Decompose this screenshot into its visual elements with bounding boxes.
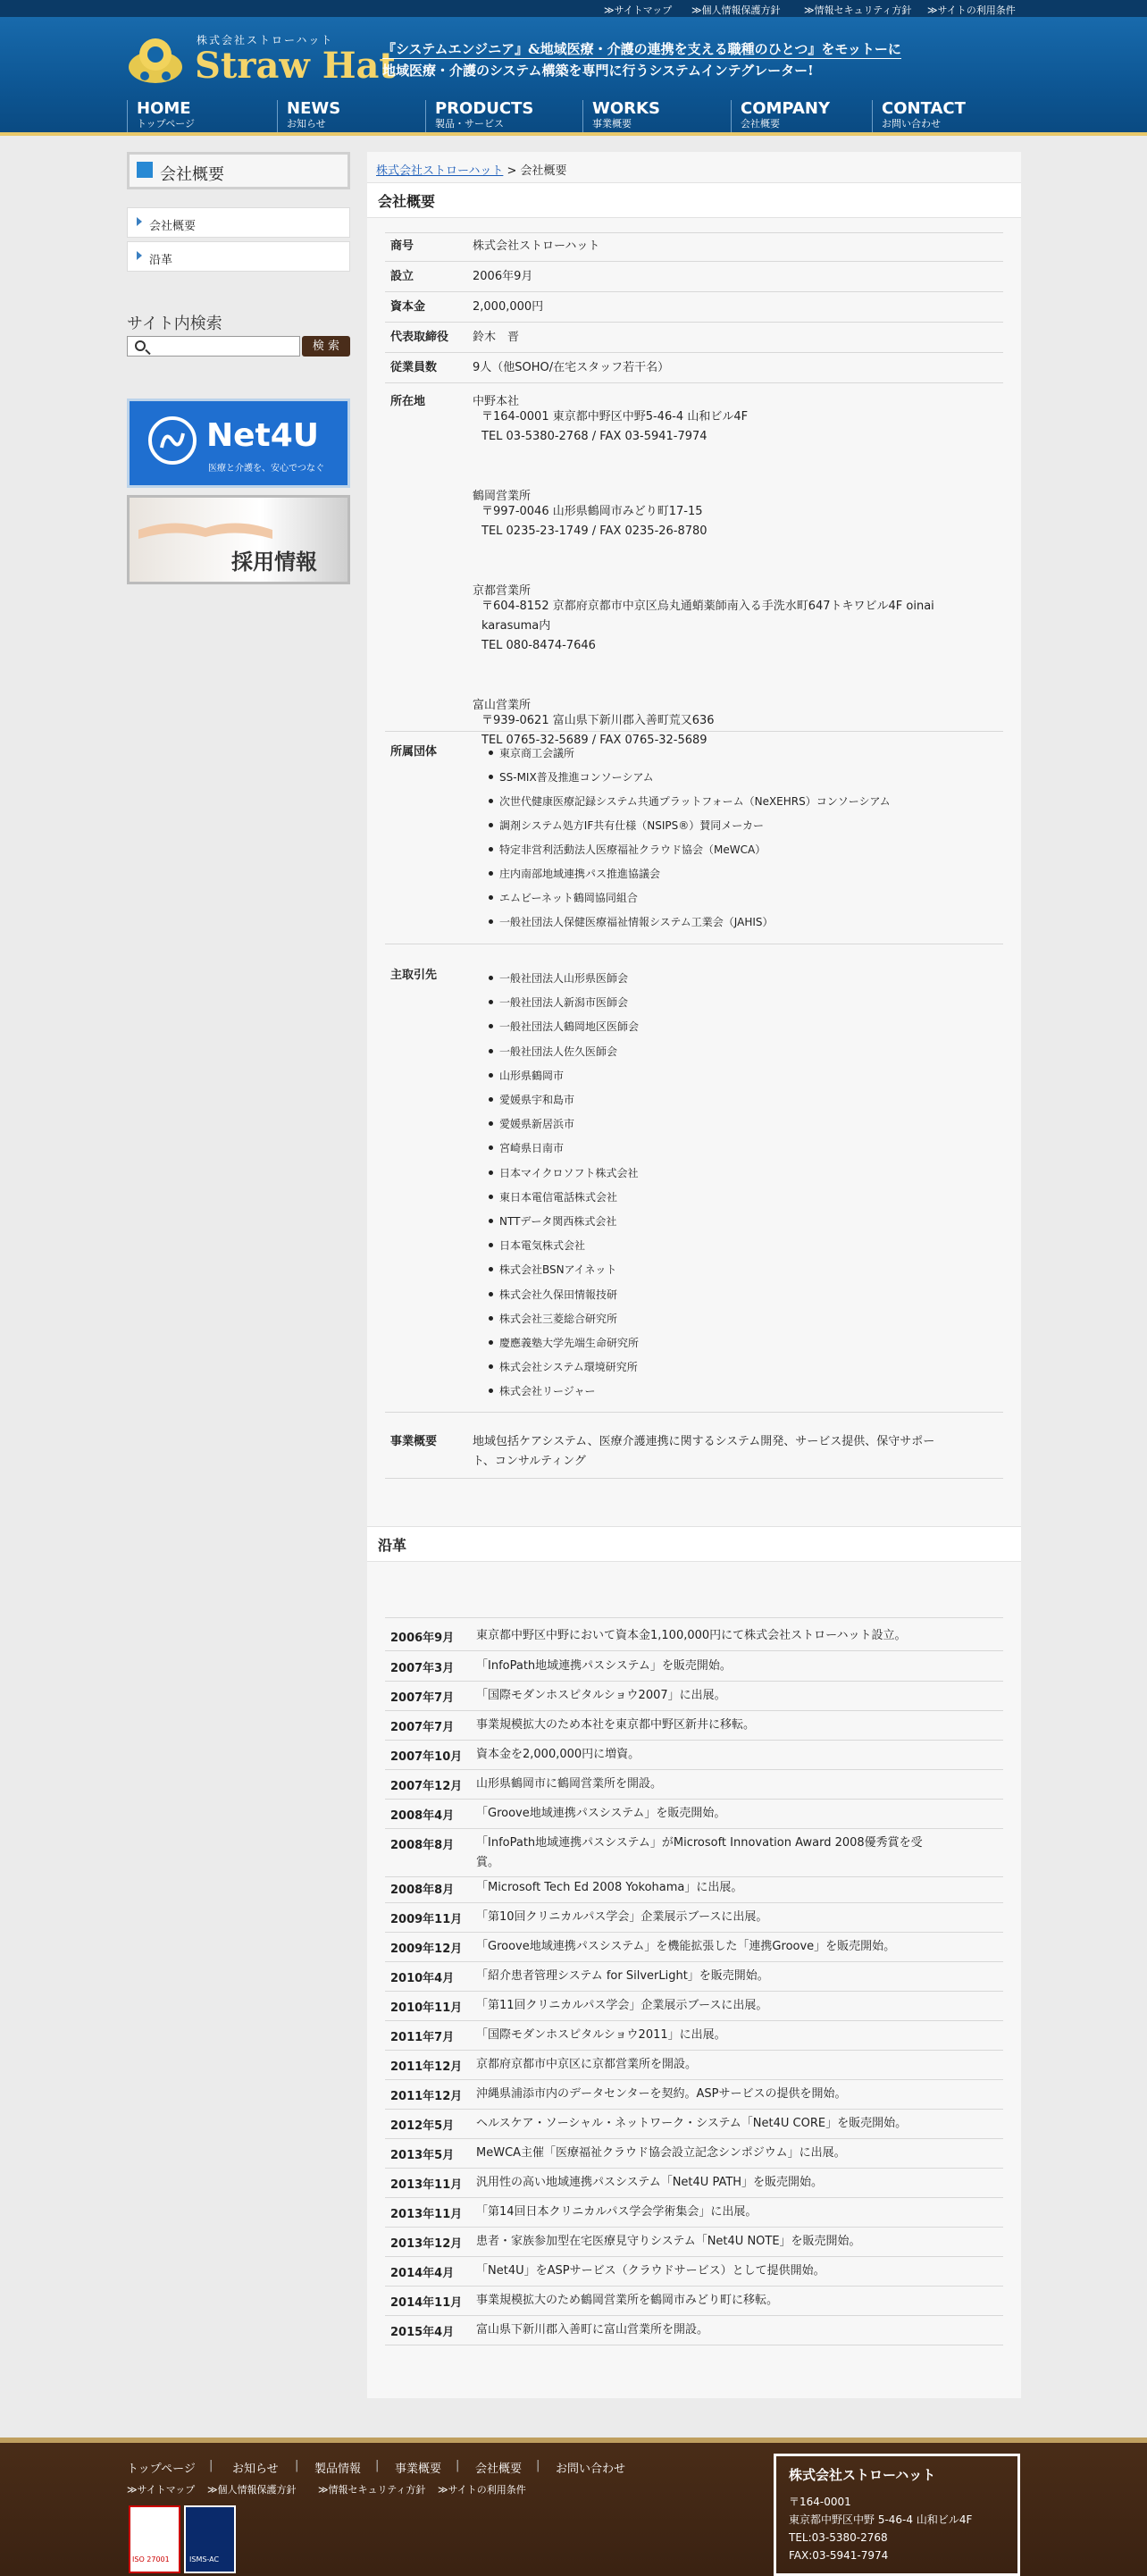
row-divider [385, 1478, 1003, 1479]
row-value: 株式会社ストローハット [473, 239, 600, 253]
history-text: 「第14回日本クリニカルパス学会学術集会」に出展。 [476, 2205, 758, 2219]
history-text: 「国際モダンホスピタルショウ2011」に出展。 [476, 2028, 726, 2042]
client-item: 山形県鶴岡市 [499, 1069, 565, 1082]
row-divider [385, 2315, 1003, 2316]
isms-cert-badge [184, 2505, 236, 2573]
footer-sitemap-link[interactable]: ≫サイトマップ [127, 2484, 196, 2496]
isms-cert-label: ISMS-AC [189, 2555, 220, 2563]
row-divider [385, 2109, 1003, 2110]
office-line: 〒939-0621 富山県下新川郡入善町荒又636 [481, 714, 715, 727]
row-divider [385, 291, 1003, 292]
history-text: 「InfoPath地域連携パスシステム」を販売開始。 [476, 1659, 732, 1673]
affiliation-item: 東京商工会議所 [499, 747, 575, 759]
history-text: 山形県鶴岡市に鶴岡営業所を開設。 [476, 1777, 663, 1791]
client-item: 日本電気株式会社 [499, 1239, 586, 1253]
search-button[interactable]: 検 索 [302, 336, 350, 357]
iso-cert-badge [129, 2505, 180, 2573]
row-divider [385, 1828, 1003, 1829]
client-item: 慶應義塾大学先端生命研究所 [499, 1337, 640, 1349]
sidebar-item-label: 会社概要 [149, 220, 197, 233]
footer-sep: | [209, 2459, 213, 2472]
row-divider [385, 2020, 1003, 2021]
footer-sep: | [536, 2459, 540, 2472]
row-label: 事業概要 [390, 1435, 438, 1448]
nav-news-en: NEWS [287, 99, 341, 118]
affiliation-item: 次世代健康医療記録システム共通プラットフォーム（NeXEHRS）コンソーシアム [499, 795, 891, 808]
history-text: 「第11回クリニカルパス学会」企業展示ブースに出展。 [476, 1999, 768, 2012]
business-line: ト、コンサルティング [473, 1455, 586, 1468]
nav-home-en: HOME [137, 99, 191, 118]
business-line: 地域包括ケアシステム、医療介護連携に関するシステム開発、サービス提供、保守サポー [473, 1435, 935, 1448]
client-item: 日本マイクロソフト株式会社 [499, 1166, 639, 1179]
row-value: 2,000,000円 [473, 300, 544, 314]
site-footer [0, 2438, 1147, 2576]
net4u-banner[interactable] [127, 399, 350, 488]
nav-company-en: COMPANY [741, 99, 830, 118]
row-divider [385, 2050, 1003, 2051]
row-divider [385, 1681, 1003, 1682]
row-value: 2006年9月 [473, 270, 533, 283]
history-date: 2011年7月 [390, 2031, 455, 2044]
history-text: 「紹介患者管理システム for SilverLight」を販売開始。 [476, 1969, 769, 1983]
history-date: 2007年12月 [390, 1780, 463, 1793]
row-divider [385, 2227, 1003, 2228]
history-text: MeWCA主催「医療福祉クラウド協会設立記念シンポジウム」に出展。 [476, 2146, 846, 2160]
site-header [0, 0, 1147, 136]
footer-zip: 〒164-0001 [789, 2496, 851, 2508]
nav-contact-en: CONTACT [882, 99, 966, 118]
history-date: 2012年5月 [390, 2119, 455, 2133]
row-divider [385, 1617, 1003, 1618]
history-section-title: 沿革 [367, 1526, 1021, 1562]
history-text: 「InfoPath地域連携パスシステム」がMicrosoft Innovation Award 2008優秀賞を受 [476, 1836, 923, 1850]
footer-privacy-link[interactable]: ≫個人情報保護方針 [207, 2484, 297, 2496]
history-text: ヘルスケア・ソーシャル・ネットワーク・システム「Net4U CORE」を販売開始。 [476, 2117, 908, 2130]
row-divider [385, 2286, 1003, 2287]
row-divider [385, 2168, 1003, 2169]
office-line: TEL 0235-23-1749 / FAX 0235-26-8780 [481, 524, 707, 538]
client-item: 愛媛県新居浜市 [499, 1118, 575, 1131]
nav-works-en: WORKS [592, 99, 660, 118]
history-date: 2014年4月 [390, 2267, 455, 2280]
row-divider [385, 2197, 1003, 2198]
row-divider [385, 1799, 1003, 1800]
history-date: 2013年11月 [390, 2178, 463, 2192]
logo-company-name: 株式会社ストローハット [197, 34, 334, 46]
footer-sep: | [295, 2459, 299, 2472]
client-item: 一般社団法人佐久医師会 [499, 1045, 618, 1058]
row-divider [385, 1650, 1003, 1651]
client-item: 一般社団法人鶴岡地区医師会 [499, 1020, 640, 1034]
row-divider [385, 1961, 1003, 1962]
history-date: 2009年12月 [390, 1942, 463, 1956]
footer-fax: FAX:03-5941-7974 [789, 2549, 889, 2562]
client-item: 一般社団法人新潟市医師会 [499, 996, 629, 1010]
row-divider [385, 1876, 1003, 1877]
office-line: TEL 080-8474-7646 [481, 639, 596, 652]
office-line: karasuma内 [481, 619, 551, 633]
history-text: 資本金を2,000,000円に増資。 [476, 1748, 640, 1761]
util-terms-link[interactable]: ≫サイトの利用条件 [927, 4, 1016, 16]
tagline-line1: 『システムエンジニア』&地域医療・介護の連携を支える職種のひとつ』をモットーに [382, 41, 901, 57]
nav-news-ja: お知らせ [287, 118, 326, 130]
client-item: 株式会社久保田情報技研 [499, 1288, 618, 1301]
row-value: 鈴木 晋 [473, 331, 520, 344]
logo-wordmark[interactable]: Straw Hat [195, 45, 396, 87]
row-label: 所属団体 [390, 745, 438, 759]
footer-terms-link[interactable]: ≫サイトの利用条件 [438, 2484, 526, 2496]
office-line: 〒604-8152 京都府京都市中京区烏丸通蛸薬師南入る手洗水町647トキワビル4F oinai [481, 600, 934, 613]
util-security-link[interactable]: ≫情報セキュリティ方針 [804, 4, 912, 16]
history-text: 東京都中野区中野において資本金1,100,000円にて株式会社ストローハット設立。 [476, 1629, 907, 1642]
row-divider [385, 2256, 1003, 2257]
utility-bar [0, 0, 1147, 17]
sidebar-item-history[interactable] [127, 241, 350, 272]
history-date: 2008年8月 [390, 1839, 455, 1852]
row-divider [385, 2138, 1003, 2139]
affiliation-item: 調剤システム処方IF共有仕様（NSIPS®）賛同メーカー [499, 819, 764, 832]
net4u-banner-sub: 医療と介護を、安心でつなぐ [208, 464, 324, 474]
net4u-banner-title: Net4U [206, 417, 320, 454]
nav-home[interactable] [127, 100, 252, 132]
history-text: 「Microsoft Tech Ed 2008 Yokohama」に出展。 [476, 1881, 743, 1894]
sidebar-title-box [127, 152, 350, 189]
row-divider [385, 2079, 1003, 2080]
util-privacy-link[interactable]: ≫個人情報保護方針 [691, 4, 781, 16]
history-text: 「第10回クリニカルパス学会」企業展示ブースに出展。 [476, 1910, 768, 1924]
row-divider [385, 382, 1003, 383]
row-label: 従業員数 [390, 361, 438, 374]
row-label: 設立 [390, 270, 414, 283]
row-label: 代表取締役 [390, 331, 449, 344]
util-sitemap-link[interactable]: ≫サイトマップ [604, 4, 673, 16]
history-text: 富山県下新川郡入善町に富山営業所を開設。 [476, 2323, 709, 2337]
office-line: TEL 03-5380-2768 / FAX 03-5941-7974 [481, 430, 707, 443]
client-item: 一般社団法人山形県医師会 [499, 972, 629, 985]
history-date: 2014年11月 [390, 2296, 463, 2310]
nav-home-ja: トップページ [137, 118, 196, 130]
row-label: 主取引先 [390, 969, 438, 982]
footer-nav-news[interactable]: お知らせ [232, 2463, 279, 2476]
client-item: 株式会社リージャー [499, 1385, 596, 1398]
history-text: 「Groove地域連携パスシステム」を機能拡張した「連携Groove」を販売開始。 [476, 1940, 896, 1953]
footer-sep: | [456, 2459, 460, 2472]
nav-company-ja: 会社概要 [741, 118, 780, 130]
row-label: 所在地 [390, 395, 426, 408]
affiliation-item: エムビーネット鶴岡協同組合 [499, 892, 638, 904]
search-title: サイト内検索 [127, 315, 222, 333]
row-divider [385, 1412, 1003, 1413]
footer-tel: TEL:03-5380-2768 [789, 2531, 888, 2544]
row-divider [385, 352, 1003, 353]
footer-company-box [774, 2454, 1020, 2576]
affiliation-item: 一般社団法人保健医療福祉情報システム工業会（JAHIS） [499, 916, 774, 928]
row-label: 商号 [390, 239, 414, 253]
row-divider [385, 232, 1003, 233]
row-divider [385, 1710, 1003, 1711]
history-date: 2013年5月 [390, 2149, 455, 2162]
affiliation-item: SS-MIX普及推進コンソーシアム [499, 771, 654, 784]
history-text: 「Net4U」をASPサービス（クラウドサービス）として提供開始。 [476, 2264, 825, 2278]
arrow-right-icon [137, 217, 142, 226]
recruit-banner[interactable] [127, 495, 350, 584]
nav-company[interactable] [731, 100, 856, 132]
footer-nav-contact[interactable]: お問い合わせ [556, 2463, 626, 2476]
client-item: 宮崎県日南市 [499, 1142, 565, 1155]
breadcrumb-separator: > [503, 164, 521, 178]
row-divider [385, 1902, 1003, 1903]
recruit-banner-title: 採用情報 [231, 549, 317, 575]
affiliation-item: 特定非営利活動法人医療福祉クラウド協会（MeWCA） [499, 843, 766, 856]
affiliation-item: 庄内南部地域連携パス推進協議会 [499, 868, 661, 880]
sidebar-item-company[interactable] [127, 207, 350, 238]
history-text: 患者・家族参加型在宅医療見守りシステム「Net4U NOTE」を販売開始。 [476, 2235, 861, 2248]
row-divider [385, 1769, 1003, 1770]
history-text: 沖縄県浦添市内のデータセンターを契約。ASPサービスの提供を開始。 [476, 2087, 847, 2101]
row-divider [385, 731, 1003, 732]
history-text: 「国際モダンホスピタルショウ2007」に出展。 [476, 1689, 726, 1702]
handshake-icon [138, 510, 272, 546]
breadcrumb-current: 会社概要 [520, 164, 567, 178]
history-text: 事業規模拡大のため鶴岡営業所を鶴岡市みどり町に移転。 [476, 2294, 779, 2307]
sidebar-title: 会社概要 [160, 165, 224, 184]
footer-nav-products[interactable]: 製品情報 [314, 2463, 362, 2476]
history-date: 2009年11月 [390, 1913, 463, 1926]
nav-contact[interactable] [872, 100, 997, 132]
footer-security-link[interactable]: ≫情報セキュリティ方針 [318, 2484, 426, 2496]
footer-nav-works[interactable]: 事業概要 [395, 2463, 442, 2476]
office-name: 京都営業所 [473, 584, 532, 598]
search-icon [135, 340, 146, 351]
arrow-right-icon [137, 251, 142, 260]
history-date: 2013年11月 [390, 2208, 463, 2221]
history-date: 2007年7月 [390, 1721, 455, 1734]
nav-products[interactable] [425, 100, 550, 132]
client-item: 愛媛県宇和島市 [499, 1094, 575, 1106]
office-name: 中野本社 [473, 395, 520, 408]
client-item: 東日本電信電話株式会社 [499, 1190, 618, 1204]
tagline-line2: 地域医療・介護のシステム構築を専門に行うシステムインテグレーター! [382, 63, 814, 79]
history-date: 2008年8月 [390, 1884, 455, 1897]
history-date: 2013年12月 [390, 2237, 463, 2251]
office-name: 富山営業所 [473, 699, 532, 712]
client-item: 株式会社三菱総合研究所 [499, 1312, 618, 1325]
office-name: 鶴岡営業所 [473, 490, 532, 503]
straw-hat-logo-icon[interactable] [127, 31, 184, 88]
breadcrumb [376, 161, 567, 178]
history-date: 2015年4月 [390, 2326, 455, 2339]
nav-products-ja: 製品・サービス [435, 118, 504, 130]
nav-news[interactable] [277, 100, 402, 132]
footer-address: 東京都中野区中野 5-46-4 山和ビル4F [789, 2513, 973, 2526]
row-divider [385, 1991, 1003, 1992]
history-date: 2010年11月 [390, 2001, 463, 2015]
nav-works[interactable] [582, 100, 707, 132]
iso-cert-label: ISO 27001 [132, 2555, 170, 2563]
history-text: 「Groove地域連携パスシステム」を販売開始。 [476, 1807, 726, 1820]
search-input[interactable] [127, 336, 300, 357]
square-icon [137, 162, 153, 178]
history-text: 京都府京都市中京区に京都営業所を開設。 [476, 2058, 698, 2071]
row-divider [385, 322, 1003, 323]
company-section-title: 会社概要 [367, 182, 1021, 218]
history-date: 2007年7月 [390, 1691, 455, 1705]
history-text: 事業規模拡大のため本社を東京都中野区新井に移転。 [476, 1718, 756, 1732]
footer-company-name: 株式会社ストローハット [789, 2467, 936, 2483]
history-date: 2011年12月 [390, 2090, 463, 2103]
row-value: 9人（他SOHO/在宅スタッフ若干名） [473, 361, 670, 374]
nav-contact-ja: お問い合わせ [882, 118, 941, 130]
footer-nav-home[interactable]: トップページ [127, 2463, 196, 2476]
main-content [367, 152, 1021, 2398]
row-divider [385, 261, 1003, 262]
nav-products-en: PRODUCTS [435, 99, 534, 118]
row-divider [385, 1740, 1003, 1741]
footer-nav-company[interactable]: 会社概要 [475, 2463, 523, 2476]
office-line: 〒997-0046 山形県鶴岡市みどり町17-15 [481, 505, 703, 518]
net4u-logo-icon [147, 415, 197, 466]
breadcrumb-home-link[interactable]: 株式会社ストローハット [376, 164, 504, 178]
office-line: TEL 0765-32-5689 / FAX 0765-32-5689 [481, 734, 707, 747]
office-line: 〒164-0001 東京都中野区中野5-46-4 山和ビル4F [481, 410, 749, 424]
history-date: 2007年10月 [390, 1750, 463, 1764]
history-date: 2010年4月 [390, 1972, 455, 1985]
history-date: 2008年4月 [390, 1809, 455, 1823]
history-date: 2011年12月 [390, 2060, 463, 2074]
nav-works-ja: 事業概要 [592, 118, 632, 130]
history-text: 賞。 [476, 1856, 500, 1869]
history-date: 2007年3月 [390, 1662, 455, 1675]
footer-sep: | [375, 2459, 380, 2472]
row-divider [385, 1932, 1003, 1933]
client-item: NTTデータ関西株式会社 [499, 1215, 617, 1228]
history-date: 2006年9月 [390, 1632, 455, 1645]
sidebar-item-label: 沿革 [149, 254, 173, 267]
client-item: 株式会社システム環境研究所 [499, 1361, 638, 1374]
row-label: 資本金 [390, 300, 426, 314]
client-item: 株式会社BSNアイネット [499, 1263, 617, 1277]
history-text: 汎用性の高い地域連携パスシステム「Net4U PATH」を販売開始。 [476, 2176, 824, 2189]
